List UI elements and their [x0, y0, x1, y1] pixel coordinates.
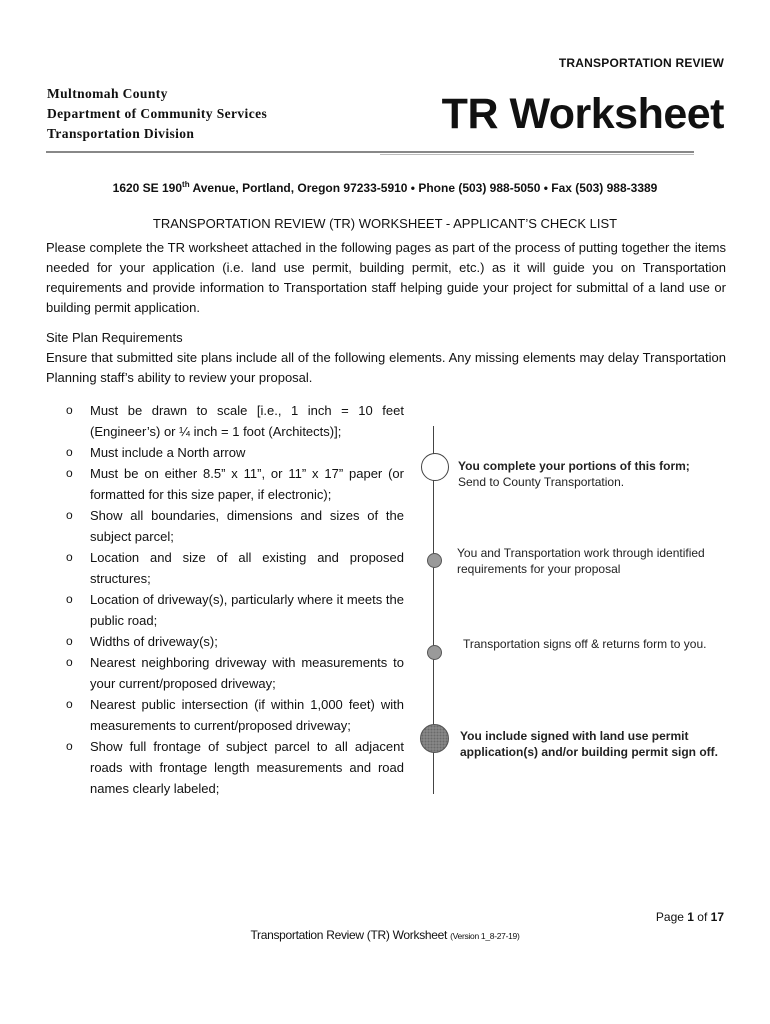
circle-bullet-icon: o	[66, 592, 73, 606]
site-plan-checklist	[66, 400, 404, 799]
header-divider-secondary	[380, 154, 694, 155]
org-division: Transportation Division	[47, 126, 195, 141]
timeline-step-4-circle-icon	[420, 724, 449, 753]
circle-bullet-icon: o	[66, 550, 73, 564]
page-number: Page 1 of 17	[655, 910, 724, 924]
address-rest: Avenue, Portland, Oregon 97233-5910 • Phone (503) 988-5050 • Fax (503) 988-3389	[189, 181, 658, 195]
process-step-1-text: Send to County Transportation.	[458, 475, 625, 489]
circle-bullet-icon: o	[66, 508, 73, 522]
process-step-2: You and Transportation work through identified requirements for your proposal	[457, 546, 705, 576]
list-item: o Location and size of all existing and proposed structures;	[66, 547, 404, 589]
circle-bullet-icon: o	[66, 403, 73, 417]
document-footer	[0, 928, 770, 942]
intro-paragraph: Please complete the TR worksheet attached in the following pages as part of the process of putting together the items needed for your application (i.e. land use permit, building permit, etc.) as it will guide you on Transportation requirements and provide information to Transportation staff helping guide your project for submittal of a land use or building permit application.	[46, 240, 726, 315]
contact-address	[0, 180, 770, 195]
timeline-step-2-dot-icon	[427, 553, 442, 568]
circle-bullet-icon: o	[66, 655, 73, 669]
timeline-step-1-circle-icon	[421, 453, 449, 481]
circle-bullet-icon: o	[66, 697, 73, 711]
total-pages: 17	[710, 910, 724, 924]
site-plan-heading: Site Plan Requirements	[46, 330, 183, 345]
current-page: 1	[687, 910, 694, 924]
list-item: o Location of driveway(s), particularly where it meets the public road;	[66, 589, 404, 631]
circle-bullet-icon: o	[66, 634, 73, 648]
site-plan-paragraph: Ensure that submitted site plans include all of the following elements. Any missing elements may delay Transportation Planning staff’s ability to review your proposal.	[46, 350, 726, 385]
list-item: o Show all boundaries, dimensions and sizes of the subject parcel;	[66, 505, 404, 547]
footer-version: (Version 1_8-27-19)	[450, 931, 520, 941]
org-department: Department of Community Services	[47, 106, 268, 121]
list-item: o Must be on either 8.5” x 11”, or 11” x 17” paper (or formatted for this size paper, if electronic);	[66, 463, 404, 505]
address-street: 1620 SE 190	[112, 181, 183, 195]
list-item: o Show full frontage of subject parcel to all adjacent roads with frontage length measurements and road names clearly labeled;	[66, 736, 404, 799]
address-ordinal: th	[182, 180, 190, 189]
header-divider	[46, 151, 694, 153]
section-label: TRANSPORTATION REVIEW	[558, 56, 724, 70]
footer-title: Transportation Review (TR) Worksheet	[250, 928, 451, 942]
process-step-3: Transportation signs off & returns form to you.	[463, 637, 707, 651]
process-step-1-bold: You complete your portions of this form;	[458, 459, 690, 473]
list-item: o Must be drawn to scale [i.e., 1 inch = 10 feet (Engineer’s) or ¼ inch = 1 foot (Architects)];	[66, 400, 404, 442]
process-step-4: You include signed with land use permit application(s) and/or building permit sign off.	[460, 729, 718, 759]
org-county: Multnomah County	[47, 86, 168, 101]
circle-bullet-icon: o	[66, 445, 73, 459]
circle-bullet-icon: o	[66, 739, 73, 753]
list-item: o Nearest public intersection (if within 1,000 feet) with measurements to current/proposed driveway;	[66, 694, 404, 736]
list-item: o Must include a North arrow	[66, 442, 404, 463]
timeline-step-3-dot-icon	[427, 645, 442, 660]
list-item: o Widths of driveway(s);	[66, 631, 404, 652]
process-step-1	[458, 458, 748, 490]
list-item: o Nearest neighboring driveway with measurements to your current/proposed driveway;	[66, 652, 404, 694]
organization-block	[47, 84, 267, 144]
circle-bullet-icon: o	[66, 466, 73, 480]
checklist-title: TRANSPORTATION REVIEW (TR) WORKSHEET - APPLICANT’S CHECK LIST	[152, 216, 618, 231]
page-title: TR Worksheet	[441, 90, 724, 138]
